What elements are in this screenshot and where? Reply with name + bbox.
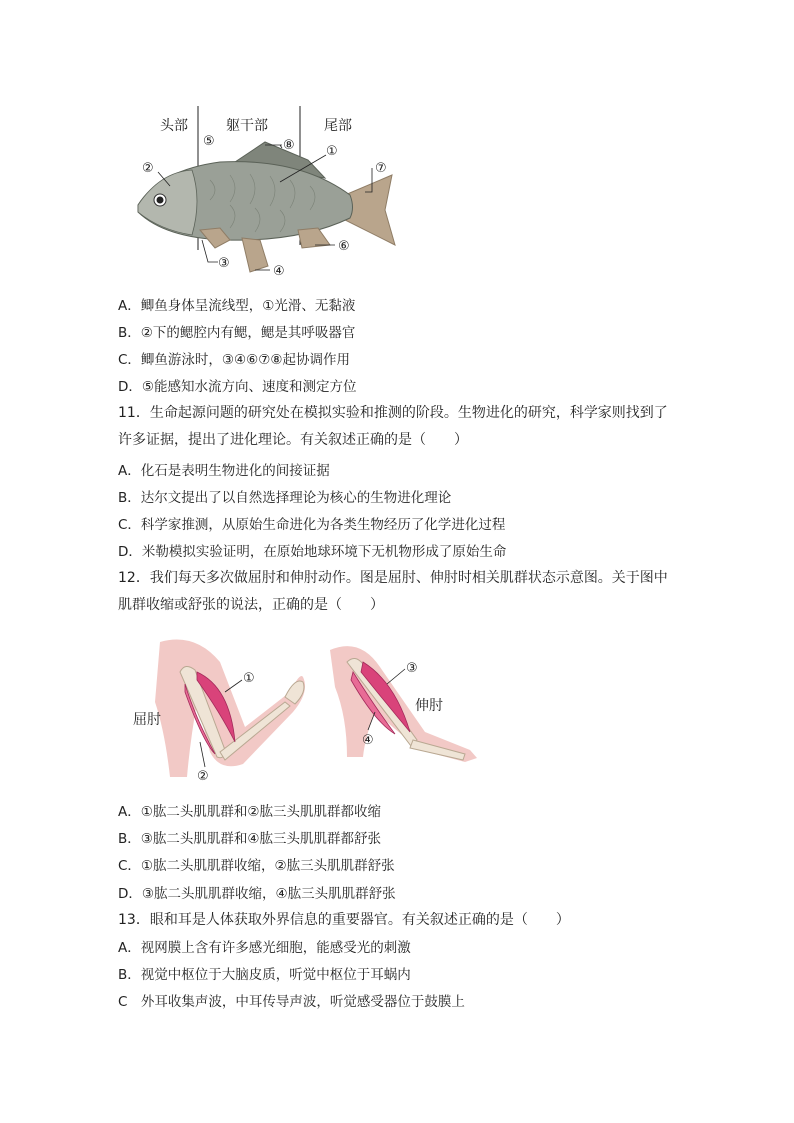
arm-label-2: ② bbox=[197, 769, 209, 784]
arm-figure bbox=[125, 632, 495, 787]
label-flex: 屈肘 bbox=[133, 712, 161, 728]
q12-option-c: C．①肱二头肌肌群收缩，②肱三头肌肌群舒张 bbox=[118, 858, 395, 874]
label-3: ③ bbox=[218, 256, 230, 271]
q10-option-a: A．鲫鱼身体呈流线型，①光滑、无黏液 bbox=[118, 298, 356, 314]
q11-option-a: A．化石是表明生物进化的间接证据 bbox=[118, 463, 330, 479]
label-head: 头部 bbox=[160, 118, 188, 134]
q11-option-c: C．科学家推测，从原始生命进化为各类生物经历了化学进化过程 bbox=[118, 517, 506, 533]
label-tail: 尾部 bbox=[324, 118, 352, 134]
q12-option-b: B．③肱二头肌肌群和④肱三头肌肌群都舒张 bbox=[118, 831, 381, 847]
q12-stem: 12．我们每天多次做屈肘和伸肘动作。图是屈肘、伸肘时相关肌群状态示意图。关于图中肌群收缩或舒张的说法，正确的是（ ） bbox=[118, 570, 668, 613]
label-8: ⑧ bbox=[283, 138, 295, 153]
q13-option-b: B．视觉中枢位于大脑皮质，听觉中枢位于耳蜗内 bbox=[118, 967, 411, 983]
label-extend: 伸肘 bbox=[415, 698, 443, 714]
fish-figure bbox=[130, 100, 420, 285]
q11-stem: 11．生命起源问题的研究处在模拟实验和推测的阶段。生物进化的研究，科学家则找到了许多证据，提出了进化理论。有关叙述正确的是（ ） bbox=[118, 405, 668, 448]
q10-option-b: B．②下的鳃腔内有鳃，鳃是其呼吸器官 bbox=[118, 325, 356, 341]
arm-label-1: ① bbox=[243, 671, 255, 686]
q10-option-d: D．⑤能感知水流方向、速度和测定方位 bbox=[118, 379, 357, 395]
label-1: ① bbox=[326, 144, 338, 159]
label-5: ⑤ bbox=[203, 134, 215, 149]
label-2: ② bbox=[142, 161, 154, 176]
q12-option-a: A．①肱二头肌肌群和②肱三头肌肌群都收缩 bbox=[118, 804, 381, 820]
q13-option-a: A．视网膜上含有许多感光细胞，能感受光的刺激 bbox=[118, 940, 411, 956]
q13-stem: 13．眼和耳是人体获取外界信息的重要器官。有关叙述正确的是（ ） bbox=[118, 912, 570, 928]
q11-option-d: D．米勒模拟实验证明，在原始地球环境下无机物形成了原始生命 bbox=[118, 544, 507, 560]
q12-option-d: D．③肱二头肌肌群收缩，④肱三头肌肌群舒张 bbox=[118, 886, 396, 902]
label-4: ④ bbox=[273, 264, 285, 279]
label-7: ⑦ bbox=[375, 161, 387, 176]
arm-label-3: ③ bbox=[406, 661, 418, 676]
q10-option-c: C．鲫鱼游泳时，③④⑥⑦⑧起协调作用 bbox=[118, 352, 350, 368]
q11-option-b: B．达尔文提出了以自然选择理论为核心的生物进化理论 bbox=[118, 490, 452, 506]
arm-label-4: ④ bbox=[362, 733, 374, 748]
label-trunk: 躯干部 bbox=[226, 118, 268, 134]
q13-option-c: C 外耳收集声波，中耳传导声波，听觉感受器位于鼓膜上 bbox=[118, 994, 465, 1010]
label-6: ⑥ bbox=[338, 239, 350, 254]
